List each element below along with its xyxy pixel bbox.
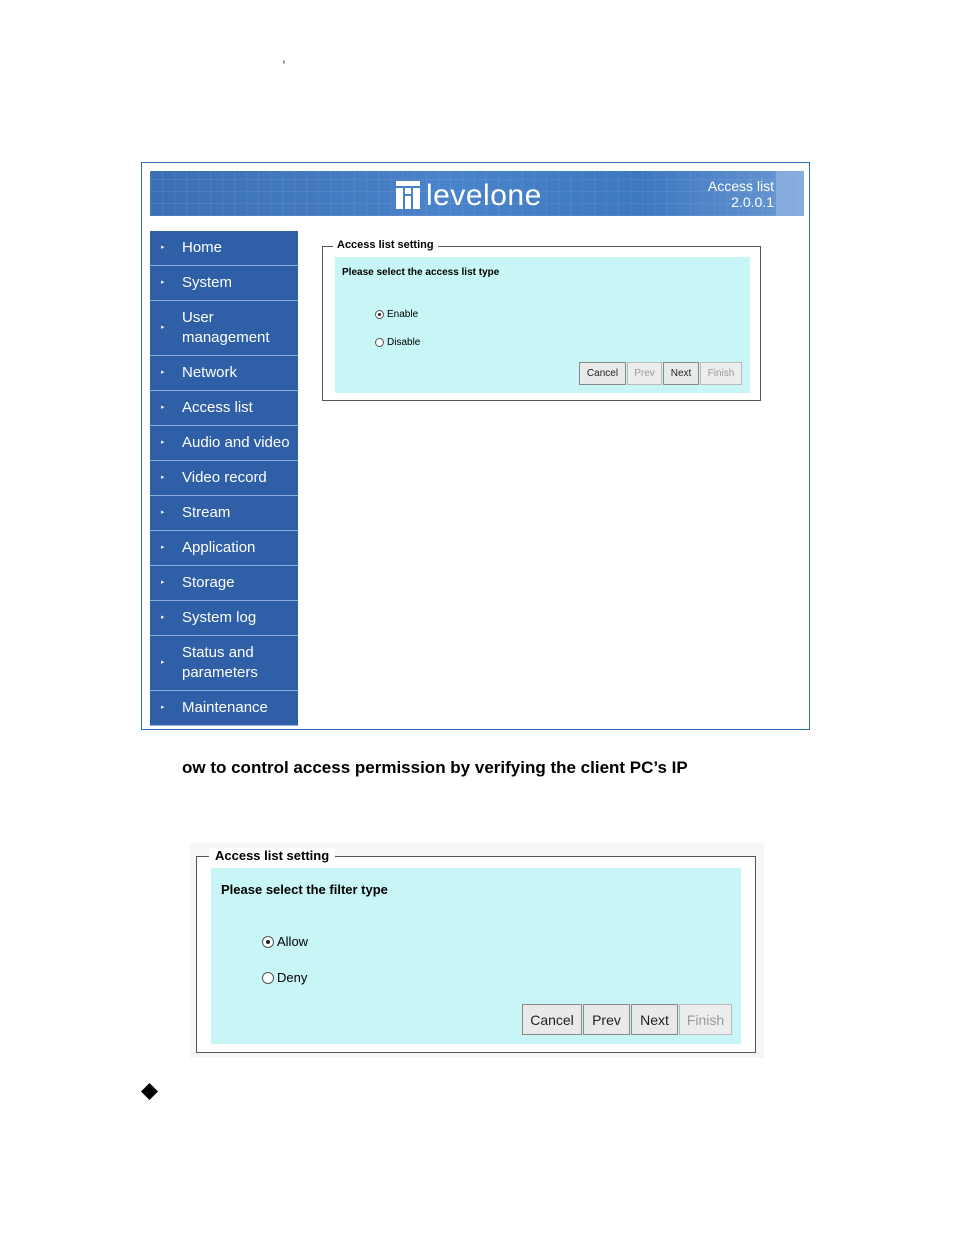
arrow-right-icon: ▸: [161, 279, 165, 286]
arrow-right-icon: ▸: [161, 404, 165, 411]
sidebar-item-audio-and-video[interactable]: [150, 426, 298, 461]
sidebar-item-label: [182, 308, 270, 348]
radio-label: Disable: [387, 337, 421, 348]
sidebar-item-system-log[interactable]: [150, 601, 298, 636]
radio-label: Allow: [277, 934, 309, 949]
sidebar-item-label: Home: [182, 239, 223, 256]
sidebar-item-home[interactable]: [150, 231, 298, 266]
arrow-right-icon: ▸: [161, 509, 165, 516]
wizard-buttons: [579, 362, 743, 385]
brand-logo: [396, 179, 542, 211]
sidebar-item-access-list[interactable]: [150, 391, 298, 426]
arrow-right-icon: ▸: [161, 369, 165, 376]
wizard-buttons: [522, 1004, 733, 1035]
next-button[interactable]: Next: [663, 362, 699, 385]
sidebar-item-label-line: management: [182, 329, 270, 346]
enable-radio[interactable]: [375, 309, 418, 320]
page-info: [708, 178, 774, 210]
prev-button[interactable]: Prev: [627, 362, 662, 385]
settings-panel: [211, 868, 741, 1044]
finish-button[interactable]: Finish: [700, 362, 742, 385]
finish-button[interactable]: Finish: [679, 1004, 732, 1035]
fieldset-legend: Access list setting: [333, 239, 438, 251]
sidebar-item-label: Access list: [182, 399, 253, 416]
sidebar-item-label: Video record: [182, 469, 267, 486]
sidebar-item-application[interactable]: [150, 531, 298, 566]
sidebar-item-label: Maintenance: [182, 699, 268, 716]
caption-text: ow to control access permission by verifying the client PC’s IP: [182, 758, 688, 777]
prev-button[interactable]: Prev: [583, 1004, 630, 1035]
prompt-text: Please select the access list type: [342, 267, 500, 278]
radio-checked-icon[interactable]: [375, 310, 384, 319]
arrow-right-icon: ▸: [161, 244, 165, 251]
sidebar-item-network[interactable]: [150, 356, 298, 391]
radio-label: Deny: [277, 970, 308, 985]
sidebar-item-label: [182, 643, 258, 683]
arrow-right-icon: ▸: [161, 439, 165, 446]
sidebar-item-label: Audio and video: [182, 434, 290, 451]
radio-unchecked-icon[interactable]: [375, 338, 384, 347]
banner-accent: [776, 171, 804, 216]
arrow-right-icon: ▸: [161, 659, 165, 666]
diamond-bullet-icon: [141, 1083, 158, 1100]
brand-name: levelone: [426, 179, 542, 212]
filter-type-fieldset: [196, 848, 756, 1053]
sidebar-item-system[interactable]: [150, 266, 298, 301]
next-button[interactable]: Next: [631, 1004, 678, 1035]
access-list-fieldset: [322, 239, 761, 401]
arrow-right-icon: ▸: [161, 324, 165, 331]
radio-unchecked-icon[interactable]: [262, 972, 274, 984]
sidebar-item-label: System log: [182, 609, 257, 626]
radio-label: Enable: [387, 309, 419, 320]
arrow-right-icon: ▸: [161, 704, 165, 711]
sidebar-item-label: Storage: [182, 574, 235, 591]
sidebar-item-label: Network: [182, 364, 238, 381]
sidebar-item-label: System: [182, 274, 233, 291]
sidebar-item-storage[interactable]: [150, 566, 298, 601]
sidebar-item-label-line: User: [182, 309, 214, 326]
sidebar-item-status-and-parameters[interactable]: [150, 636, 298, 691]
fieldset-legend: Access list setting: [209, 848, 335, 863]
sidebar-item-label-line: Status and: [182, 644, 254, 661]
cancel-button[interactable]: Cancel: [522, 1004, 582, 1035]
deny-radio[interactable]: [262, 970, 307, 985]
disable-radio[interactable]: [375, 337, 420, 348]
arrow-right-icon: ▸: [161, 544, 165, 551]
sidebar-item-maintenance[interactable]: [150, 691, 298, 726]
header-banner: [150, 171, 804, 216]
settings-panel: [335, 257, 750, 393]
firmware-version: 2.0.0.1: [731, 194, 774, 210]
sidebar-item-label: Stream: [182, 504, 231, 521]
sidebar-item-video-record[interactable]: [150, 461, 298, 496]
arrow-right-icon: ▸: [161, 579, 165, 586]
page-name: Access list: [707, 178, 774, 194]
allow-radio[interactable]: [262, 934, 308, 949]
filter-type-screenshot: [190, 843, 764, 1058]
sidebar-nav: [150, 231, 298, 726]
arrow-right-icon: ▸: [161, 474, 165, 481]
radio-checked-icon[interactable]: [262, 936, 274, 948]
stray-comma: ,: [282, 50, 286, 65]
access-list-screenshot: [141, 162, 810, 730]
cancel-button[interactable]: Cancel: [579, 362, 626, 385]
sidebar-item-label: Application: [182, 539, 256, 556]
sidebar-item-user-management[interactable]: [150, 301, 298, 356]
sidebar-item-label-line: parameters: [182, 664, 258, 681]
prompt-text: Please select the filter type: [221, 882, 388, 897]
levelone-logo-icon: [396, 181, 420, 209]
arrow-right-icon: ▸: [161, 614, 165, 621]
sidebar-item-stream[interactable]: [150, 496, 298, 531]
